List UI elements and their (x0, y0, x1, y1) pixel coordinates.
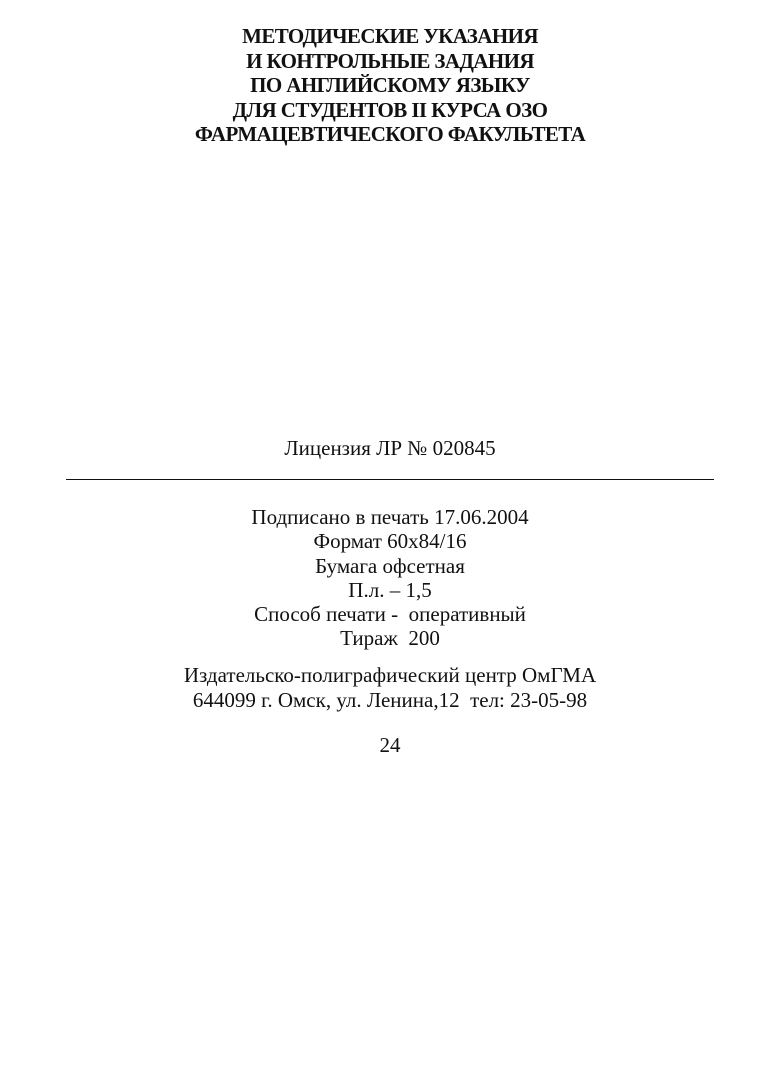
title-line-3: ПО АНГЛИЙСКОМУ ЯЗЫКУ (250, 73, 530, 97)
publisher-block (0, 663, 780, 713)
circulation: Тираж 200 (340, 626, 440, 651)
imprint-block (0, 505, 780, 651)
print-method: Способ печати - оперативный (254, 602, 526, 627)
publisher-address: 644099 г. Омск, ул. Ленина,12 тел: 23-05-98 (192, 688, 588, 712)
title-line-5: ФАРМАЦЕВТИЧЕСКОГО ФАКУЛЬТЕТА (194, 122, 586, 146)
publisher-name: Издательско-полиграфический центр ОмГМА (183, 663, 597, 687)
paper-type: Бумага офсетная (315, 553, 465, 578)
horizontal-divider (66, 479, 714, 480)
title-line-1: МЕТОДИЧЕСКИЕ УКАЗАНИЯ (242, 24, 538, 48)
paper-format: Формат 60х84/16 (313, 529, 467, 554)
document-title (0, 24, 780, 147)
title-line-2: И КОНТРОЛЬНЫЕ ЗАДАНИЯ (246, 48, 534, 73)
printed-sheets: П.л. – 1,5 (348, 577, 432, 602)
license-line: Лицензия ЛР № 020845 (284, 436, 496, 460)
title-line-4: ДЛЯ СТУДЕНТОВ II КУРСА ОЗО (232, 97, 548, 122)
page-number: 24 (379, 733, 401, 757)
signed-to-print: Подписано в печать 17.06.2004 (251, 505, 529, 529)
